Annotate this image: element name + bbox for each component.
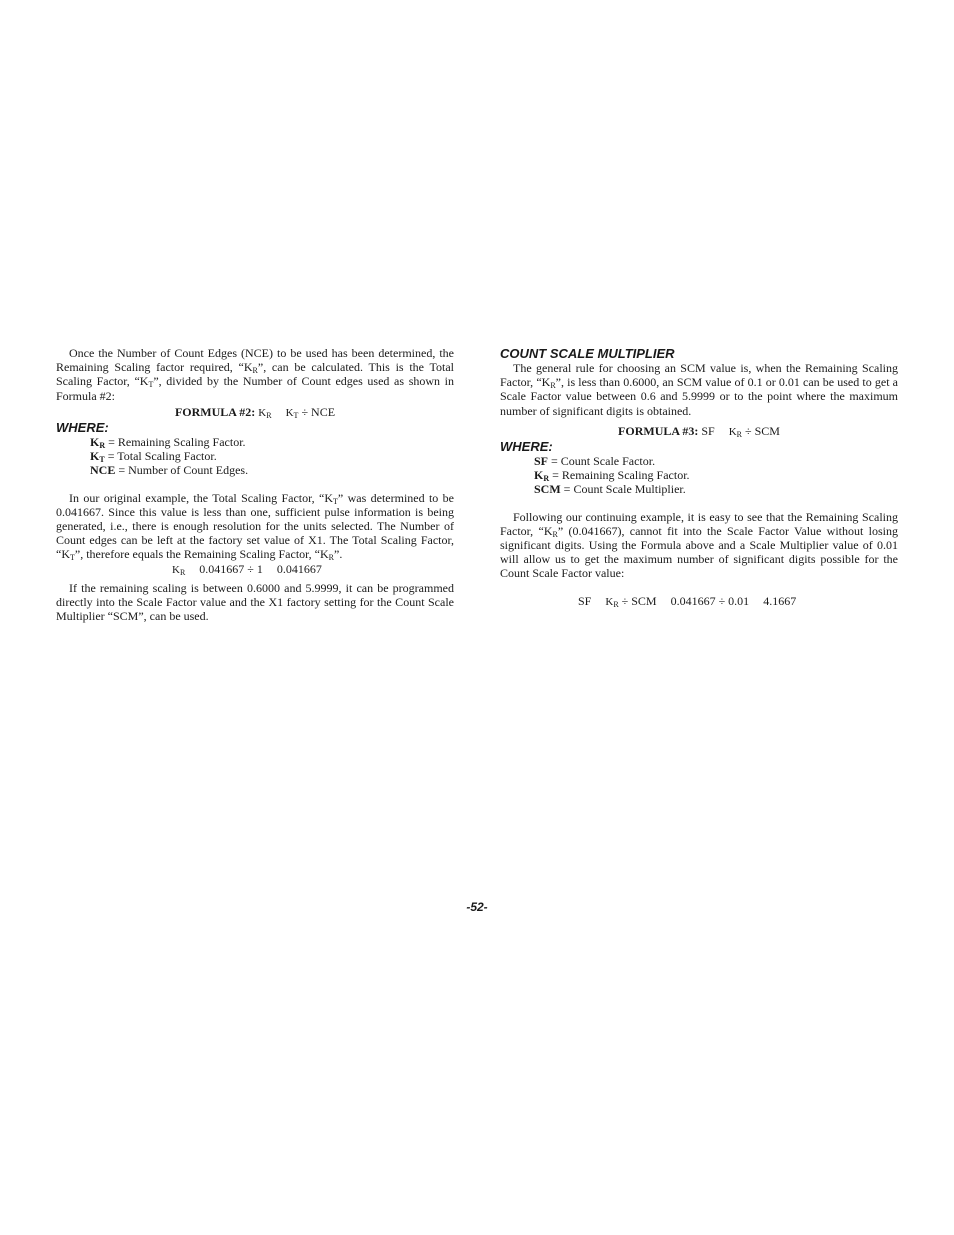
definitions-list [90,435,454,478]
continuing-example-paragraph: Following our continuing example, it is easy to see that the Remaining Scaling Factor, “$K_R$” (0.041667), cannot fit into the Scale Factor Value without losing significant digits. Using the Formula above and a Scale Multiplier value of 0.01 will allow us to get the maximum number of significant digits possible for the Count Scale Factor value: [500,509,898,581]
left-column [56,346,454,623]
where-heading: WHERE: [56,420,109,436]
example-paragraph: In our original example, the Total Scaling Factor, “$K_T$” was determined to be 0.041667. Since this value is less than one, sufficient pulse information is being generated, i.e., there is enough resolution for the units selected. The Number of Count edges can be left at the factory set value of X1. The Total Scaling Factor, “$K_T$”, therefore equals the Remaining Scaling Factor, “$K_R$”. [56,490,455,563]
definition-scm: SCM = Count Scale Multiplier. [534,482,686,497]
where-heading-right: WHERE: [500,439,553,455]
formula-2: FORMULA #2: $K_R$ $K_T$ ÷ NCE [174,404,336,420]
definition-kt: $K_T$ = Total Scaling Factor. [90,449,217,465]
definition-nce: NCE = Number of Count Edges. [90,463,249,478]
definition-kr: $K_R$ = Remaining Scaling Factor. [90,435,246,451]
page-number: -52- [466,900,488,914]
scm-equation: SF $K_R$ ÷ SCM 0.041667 ÷ 0.01 4.1667 [578,593,797,609]
definition-sf: SF = Count Scale Factor. [534,454,656,469]
scm-rule-paragraph: The general rule for choosing an SCM value is, when the Remaining Scaling Factor, “$K_R$”, is less than 0.6000, an SCM value of 0.1 or 0.01 can be used to get a Scale Factor value between 0.6 and 5.9999 or to the point where the maximum number of significant digits is obtained. [500,361,898,418]
right-column [500,346,898,613]
definition-kr-right: $K_R$ = Remaining Scaling Factor. [534,468,690,484]
definitions-list-right [534,454,898,497]
example-equation: $K_R$ 0.041667 ÷ 1 0.041667 [172,561,322,577]
formula-3: FORMULA #3: SF $K_R$ ÷ SCM [618,423,780,439]
range-paragraph: If the remaining scaling is between 0.6000 and 5.9999, it can be programmed directly into the Scale Factor value and the X1 factory setting for the Count Scale Multiplier “SCM”, can be used. [56,580,454,624]
count-scale-multiplier-heading: COUNT SCALE MULTIPLIER [500,346,675,361]
intro-paragraph: Once the Number of Count Edges (NCE) to be used has been determined, the Remaining Scaling factor required, “$K_R$”, can be calculated. This is the Total Scaling Factor, “$K_T$”, divided by the Number of Count edges used as shown in Formula #2: [56,346,454,403]
